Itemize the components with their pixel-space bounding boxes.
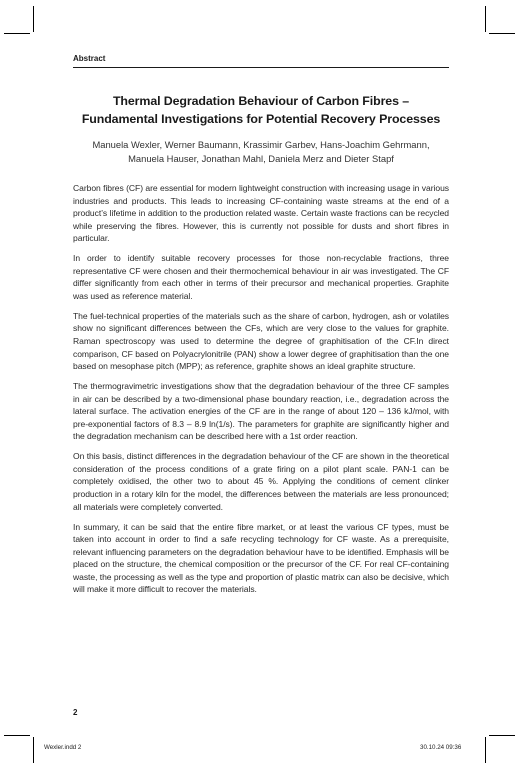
paper-title <box>73 92 449 128</box>
paragraph: The fuel-technical properties of the materials such as the share of carbon, hydrogen, ash or volatiles show no significant differences between the CFs, which are very close to the values for graphite. Raman spectroscopy was used to determine the degree of graphitisation of the CF.In direct comparison, CF based on Polyacrylonitrile (PAN) show a lower degree of graphitisation than the one based on mesophase pitch (MPP); as reference, graphite shows an ideal graphite structure. <box>73 310 449 372</box>
paragraph: In order to identify suitable recovery processes for those non-recyclable fractions, three representative CF were chosen and their thermochemical behaviour in air was investigated. The CF differ significantly from each other in terms of their precursor and mechanical properties. Graphite was used as reference material. <box>73 253 449 301</box>
author-list <box>73 138 449 166</box>
crop-mark <box>489 735 515 736</box>
title-line: Fundamental Investigations for Potential Recovery Processes <box>81 112 441 126</box>
crop-mark <box>489 33 515 34</box>
author-line: Manuela Wexler, Werner Baumann, Krassimir Garbev, Hans-Joachim Gehrmann, <box>92 139 430 150</box>
paragraph: The thermogravimetric investigations show that the degradation behaviour of the three CF samples in air can be described by a two-dimensional phase boundary reaction, i.e., degradation across the lateral surface. The activation energies of the CF are in the range of about 120 – 136 kJ/mol, with pre-exponential factors of 8.3 – 8.9 ln(1/s). The parameters for graphite are significantly higher and the degradation mechanism can be described here with a 1st order reaction. <box>73 381 449 442</box>
crop-mark <box>33 6 34 32</box>
paragraph: Carbon fibres (CF) are essential for modern lightweight construction with increasing usage in various industries and products. This leads to increasing CF-containing waste streams at the end of a product’s lifetime in addition to the production related waste. Certain waste fractions can be recycled while preserving the fibres. However, this is currently not possible for dusts and short fibres in particular. <box>73 183 449 244</box>
crop-mark <box>33 737 34 763</box>
crop-mark <box>4 33 30 34</box>
slug-file-name: Wexler.indd 2 <box>44 744 82 751</box>
paragraph: On this basis, distinct differences in the degradation behaviour of the CF are shown in the theoretical consideration of the process conditions of a grate firing on a pilot plant scale. PAN-1 can be completely oxidised, the other two to about 45 %. Applying the conditions of cement clinker production in a rotary kiln for the model, the differences between the materials are less pronounced; all materials were completely converted. <box>73 451 449 512</box>
title-line: Thermal Degradation Behaviour of Carbon Fibres – <box>112 94 410 108</box>
author-line: Manuela Hauser, Jonathan Mahl, Daniela Merz and Dieter Stapf <box>128 153 394 164</box>
running-head: Abstract <box>73 54 106 63</box>
crop-mark <box>485 737 486 763</box>
paragraph: In summary, it can be said that the entire fibre market, or at least the various CF types, must be taken into account in order to find a safe recycling technology for CF waste. As a prerequisite, relevant influencing parameters on the degradation behaviour have to be identified. Emphasis will be placed on the structure, the chemical composition or the precursor of the CF. For real CF-containing waste, the processing as well as the type and proportion of plastic matrix can also be decisive, which will make it more difficult to recover the materials. <box>73 521 449 595</box>
abstract-body <box>73 182 449 603</box>
crop-mark <box>485 6 486 32</box>
crop-mark <box>4 735 30 736</box>
header-rule <box>73 67 449 68</box>
slug-timestamp: 30.10.24 09:36 <box>420 744 462 751</box>
page-number: 2 <box>73 708 78 717</box>
